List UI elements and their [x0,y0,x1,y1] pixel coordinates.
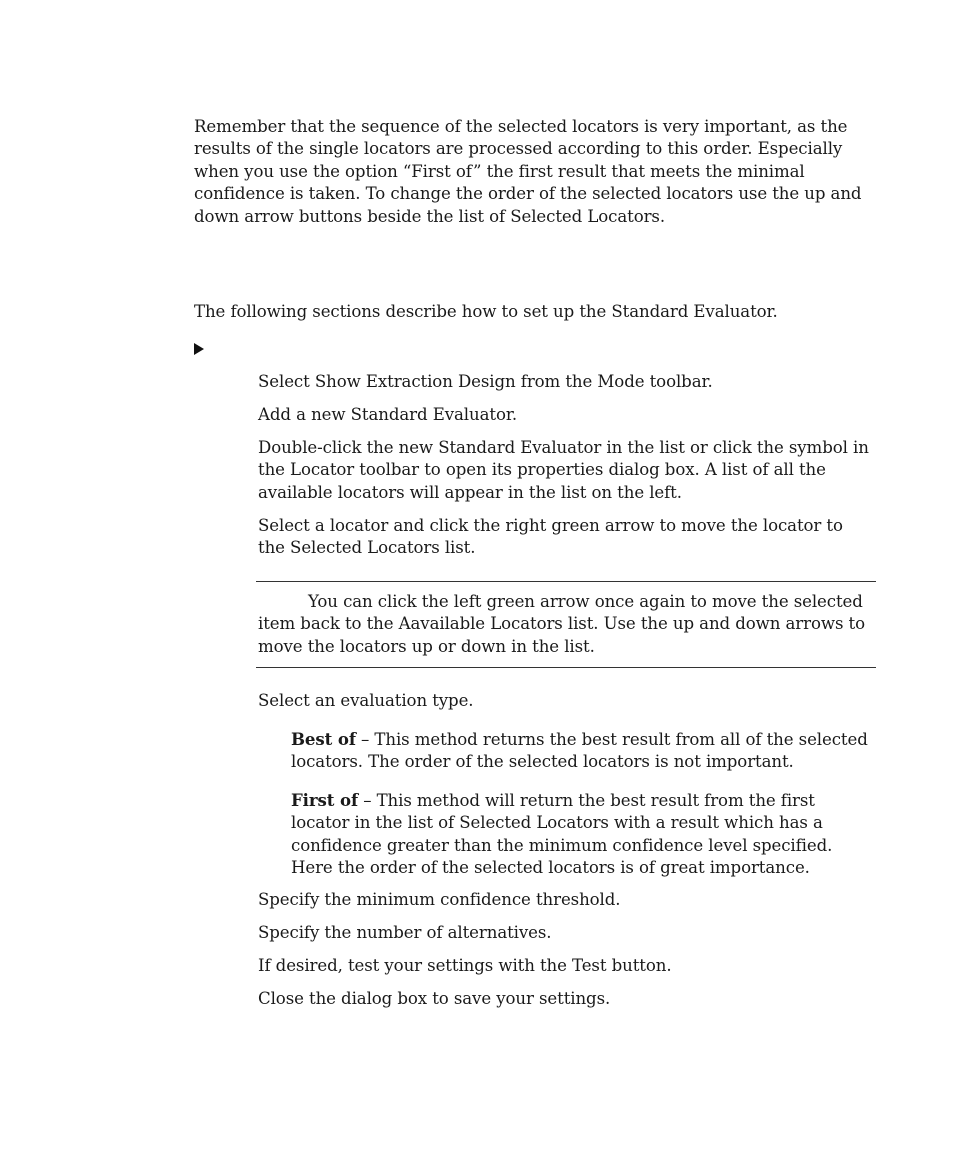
evaluation-type-term: Best of [291,729,356,749]
step-9: Close the dialog box to save your settings. [258,989,611,1008]
step-2: Add a new Standard Evaluator. [258,405,518,424]
step-6: Specify the minimum confidence threshold. [258,890,621,909]
step-3: Double-click the new Standard Evaluator in the list or click the symbol in the Locator toolbar to open its properties dialog box. A list of all the available locators will appear in the list on the left. [258,438,869,502]
evaluation-type-first-of [291,789,875,880]
step-1: Select Show Extraction Design from the Mode toolbar. [258,372,713,391]
note-bottom-rule [256,667,876,668]
step-5: Select an evaluation type. [258,691,474,710]
intro-paragraph: Remember that the sequence of the selected locators is very important, as the results of the single locators are processed according to this order. Especially when you use the option “First of” the first result that meets the minimal confidence is taken. To change the order of the selected locators use the up and down arrow buttons beside the list of Selected Locators. [194,117,862,226]
note-top-rule [256,581,876,582]
step-7: Specify the number of alternatives. [258,923,552,942]
evaluation-type-term: First of [291,790,359,810]
step-8: If desired, test your settings with the Test button. [258,956,672,975]
right-triangle-icon [194,343,204,355]
step-4: Select a locator and click the right green arrow to move the locator to the Selected Locators list. [258,516,843,558]
sections-intro: The following sections describe how to set up the Standard Evaluator. [194,302,778,321]
note-paragraph: You can click the left green arrow once again to move the selected item back to the Aavailable Locators list. Use the up and down arrows to move the locators up or down in the list. [258,592,866,656]
evaluation-type-description: – This method returns the best result from all of the selected locators. The order of the selected locators is not important. [291,730,868,772]
evaluation-type-description: – This method will return the best result from the first locator in the list of Selected Locators with a result which has a confidence greater than the minimum confidence level specified. Here the order of the selected locators is of great importance. [291,791,833,878]
evaluation-type-best-of [291,728,875,774]
